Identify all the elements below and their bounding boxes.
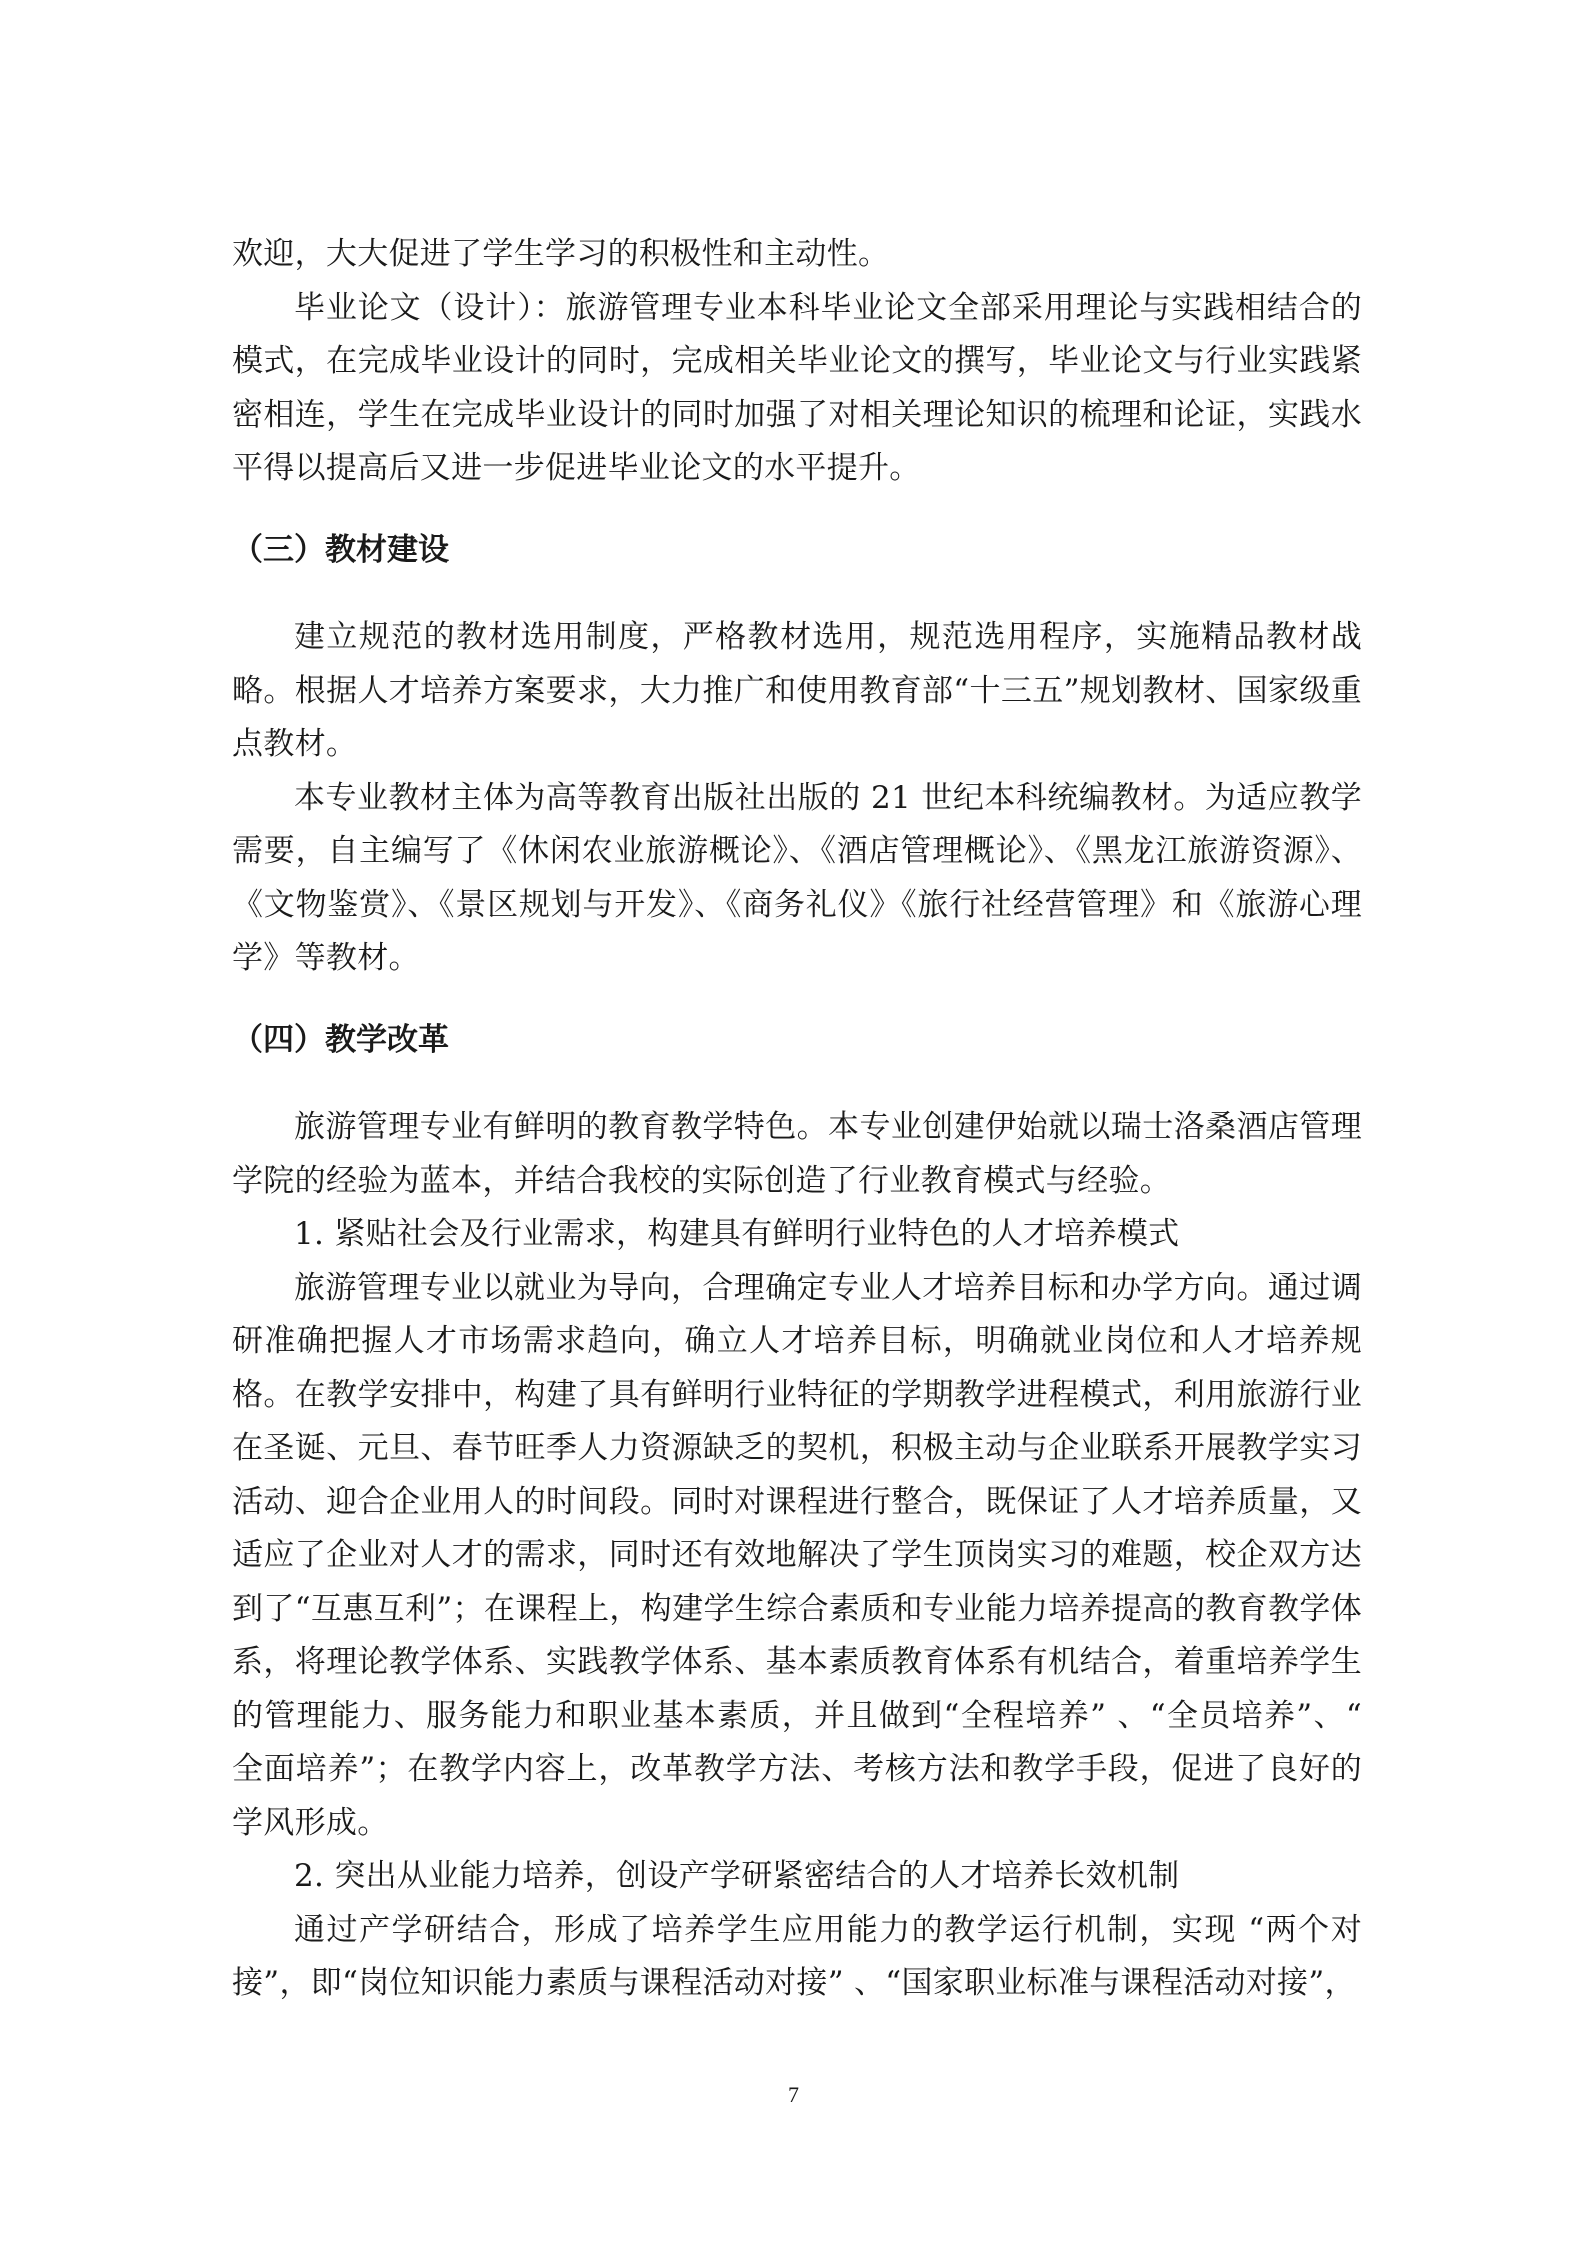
paragraph-textbook-selection: 建立规范的教材选用制度，严格教材选用，规范选用程序，实施精品教材战略。根据人才培养方案要求，大力推广和使用教育部“十三五”规划教材、国家级重点教材。 xyxy=(232,619,1362,762)
document-body xyxy=(232,228,1362,2011)
page-number: 7 xyxy=(788,2082,799,2107)
subheading-industry-demand: 1. 紧贴社会及行业需求，构建具有鲜明行业特色的人才培养模式 xyxy=(294,1216,1180,1252)
paragraph-intro-continuation: 欢迎，大大促进了学生学习的积极性和主动性。 xyxy=(232,236,890,272)
paragraph-textbook-list: 本专业教材主体为高等教育出版社出版的 21 世纪本科统编教材。为适应教学需要，自主编写了《休闲农业旅游概论》、《酒店管理概论》、《黑龙江旅游资源》、《文物鉴赏》、《景区规划与开发》、《商务礼仪》《旅行社经营管理》和《旅游心理学》等教材。 xyxy=(232,779,1362,976)
paragraph-employment-orientation: 旅游管理专业以就业为导向，合理确定专业人才培养目标和办学方向。通过调研准确把握人才市场需求趋向，确立人才培养目标，明确就业岗位和人才培养规格。在教学安排中，构建了具有鲜明行业特征的学期教学进程模式，利用旅游行业在圣诞、元旦、春节旺季人力资源缺乏的契机，积极主动与企业联系开展教学实习活动、迎合企业用人的时间段。同时对课程进行整合，既保证了人才培养质量，又适应了企业对人才的需求，同时还有效地解决了学生顶岗实习的难题，校企双方达到了“互惠互利”；在课程上，构建学生综合素质和专业能力培养提高的教育教学体系，将理论教学体系、实践教学体系、基本素质教育体系有机结合，着重培养学生的管理能力、服务能力和职业基本素质，并且做到“全程培养” 、“全员培养”、“ 全面培养”；在教学内容上，改革教学方法、考核方法和教学手段，促进了良好的学风形成。 xyxy=(232,1269,1362,1841)
paragraph-industry-academia-research: 通过产学研结合，形成了培养学生应用能力的教学运行机制，实现 “两个对接”，即“岗位知识能力素质与课程活动对接” 、“国家职业标准与课程活动对接”， xyxy=(232,1911,1362,2001)
paragraph-graduation-thesis: 毕业论文（设计）：旅游管理专业本科毕业论文全部采用理论与实践相结合的模式，在完成毕业设计的同时，完成相关毕业论文的撰写，毕业论文与行业实践紧密相连，学生在完成毕业设计的同时加强了对相关理论知识的梳理和论证，实践水平得以提高后又进一步促进毕业论文的水平提升。 xyxy=(232,289,1362,486)
paragraph-teaching-features: 旅游管理专业有鲜明的教育教学特色。本专业创建伊始就以瑞士洛桑酒店管理学院的经验为蓝本，并结合我校的实际创造了行业教育模式与经验。 xyxy=(232,1109,1362,1199)
subheading-professional-ability: 2. 突出从业能力培养，创设产学研紧密结合的人才培养长效机制 xyxy=(294,1858,1180,1894)
section-heading-teaching-reform: （四）教学改革 xyxy=(232,1021,449,1058)
section-heading-textbook-construction: （三）教材建设 xyxy=(232,531,449,568)
